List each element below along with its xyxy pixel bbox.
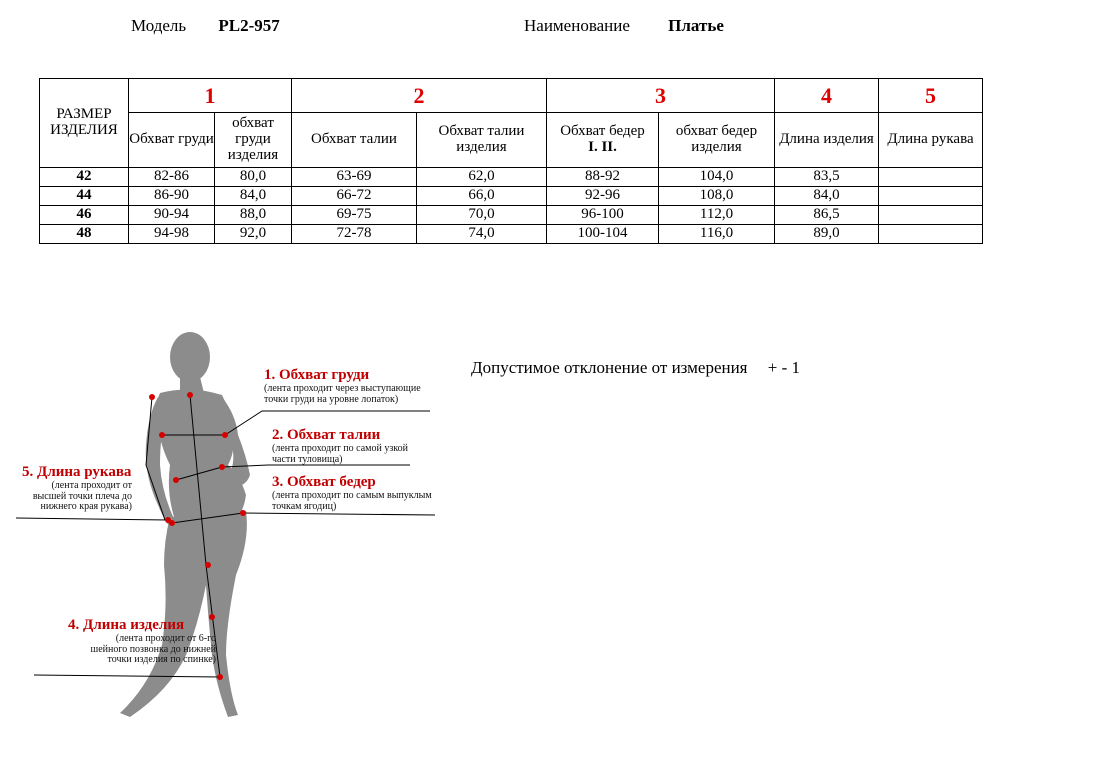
length-pointer bbox=[34, 675, 220, 677]
cell-waist: 66-72 bbox=[292, 187, 417, 206]
annotation-desc: (лента проходит по самым выпуклым bbox=[272, 490, 432, 501]
col-hips-item: обхват бедер изделия bbox=[659, 113, 775, 168]
size-header: РАЗМЕР ИЗДЕЛИЯ bbox=[40, 79, 129, 168]
cell-hips-item: 108,0 bbox=[659, 187, 775, 206]
cell-waist: 72-78 bbox=[292, 225, 417, 244]
cell-hips-item: 116,0 bbox=[659, 225, 775, 244]
col-bust: Обхват груди bbox=[129, 113, 215, 168]
cell-waist: 63-69 bbox=[292, 168, 417, 187]
tolerance-value: + - 1 bbox=[767, 358, 800, 377]
annotation-title: 1. Обхват груди bbox=[264, 367, 370, 383]
waist-pointer bbox=[222, 465, 410, 467]
annotation-desc: (лента проходит по самой узкой bbox=[272, 443, 408, 454]
annotation-title: 4. Длина изделия bbox=[68, 617, 185, 633]
group-5: 5 bbox=[879, 79, 983, 113]
annotation-title: 5. Длина рукава bbox=[22, 464, 132, 480]
cell-hips: 92-96 bbox=[547, 187, 659, 206]
table-row bbox=[40, 168, 983, 187]
annotation-desc: (лента проходит через выступающие bbox=[264, 383, 421, 394]
cell-bust: 94-98 bbox=[129, 225, 215, 244]
cell-bust: 82-86 bbox=[129, 168, 215, 187]
annotation-waist bbox=[272, 427, 408, 465]
group-2: 2 bbox=[292, 79, 547, 113]
name-label: Наименование bbox=[524, 16, 630, 35]
col-sleeve: Длина рукава bbox=[879, 113, 983, 168]
cell-waist-item: 74,0 bbox=[417, 225, 547, 244]
annotation-length bbox=[38, 617, 216, 666]
model-header bbox=[131, 16, 280, 36]
name-header bbox=[524, 16, 724, 36]
cell-sleeve bbox=[879, 225, 983, 244]
row-size: 48 bbox=[40, 225, 129, 244]
annotation-desc: высшей точки плеча до bbox=[32, 490, 132, 502]
col-hips bbox=[547, 113, 659, 168]
cell-bust: 90-94 bbox=[129, 206, 215, 225]
cell-bust-item: 88,0 bbox=[215, 206, 292, 225]
cell-sleeve bbox=[879, 206, 983, 225]
cell-waist: 69-75 bbox=[292, 206, 417, 225]
table-row bbox=[40, 206, 983, 225]
group-4: 4 bbox=[775, 79, 879, 113]
col-length: Длина изделия bbox=[775, 113, 879, 168]
annotation-desc: шейного позвонка до нижней bbox=[90, 643, 216, 655]
model-label: Модель bbox=[131, 16, 187, 35]
hips-pointer bbox=[243, 513, 435, 515]
cell-sleeve bbox=[879, 187, 983, 206]
table-row bbox=[40, 187, 983, 206]
annotation-title: 2. Обхват талии bbox=[272, 427, 381, 443]
row-size: 42 bbox=[40, 168, 129, 187]
cell-length: 86,5 bbox=[775, 206, 879, 225]
cell-hips: 100-104 bbox=[547, 225, 659, 244]
col-bust-item: обхват груди изделия bbox=[215, 113, 292, 168]
row-size: 44 bbox=[40, 187, 129, 206]
row-size: 46 bbox=[40, 206, 129, 225]
cell-length: 83,5 bbox=[775, 168, 879, 187]
size-table bbox=[39, 78, 983, 244]
group-1: 1 bbox=[129, 79, 292, 113]
annotation-sleeve bbox=[20, 464, 132, 513]
tolerance-text: Допустимое отклонение от измерения bbox=[471, 358, 748, 377]
table-row bbox=[40, 225, 983, 244]
cell-sleeve bbox=[879, 168, 983, 187]
annotation-desc: (лента проходит от bbox=[51, 480, 132, 491]
annotation-desc: точкам ягодиц) bbox=[272, 500, 337, 512]
cell-length: 84,0 bbox=[775, 187, 879, 206]
cell-waist-item: 62,0 bbox=[417, 168, 547, 187]
name-value: Платье bbox=[668, 16, 724, 35]
cell-hips: 88-92 bbox=[547, 168, 659, 187]
cell-length: 89,0 bbox=[775, 225, 879, 244]
annotation-bust bbox=[264, 367, 421, 405]
group-3: 3 bbox=[547, 79, 775, 113]
col-hips-sub: I. II. bbox=[588, 139, 617, 155]
model-value: PL2-957 bbox=[218, 16, 280, 35]
annotation-desc: точки изделия по спинке) bbox=[107, 654, 216, 665]
cell-hips-item: 104,0 bbox=[659, 168, 775, 187]
cell-hips-item: 112,0 bbox=[659, 206, 775, 225]
annotation-desc: нижнего края рукава) bbox=[40, 501, 132, 512]
annotation-title: 3. Обхват бедер bbox=[272, 474, 376, 490]
cell-bust-item: 92,0 bbox=[215, 225, 292, 244]
annotation-desc: точки груди на уровне лопаток) bbox=[264, 393, 399, 405]
cell-bust-item: 80,0 bbox=[215, 168, 292, 187]
annotation-desc: части туловища) bbox=[272, 453, 343, 465]
cell-waist-item: 66,0 bbox=[417, 187, 547, 206]
cell-waist-item: 70,0 bbox=[417, 206, 547, 225]
cell-hips: 96-100 bbox=[547, 206, 659, 225]
cell-bust-item: 84,0 bbox=[215, 187, 292, 206]
sleeve-pointer bbox=[16, 518, 168, 520]
annotation-hips bbox=[272, 474, 432, 512]
tolerance-note bbox=[471, 358, 800, 378]
annotation-desc: (лента проходит от 6-го bbox=[115, 633, 216, 644]
col-waist-item: Обхват талии изделия bbox=[417, 113, 547, 168]
cell-bust: 86-90 bbox=[129, 187, 215, 206]
col-hips-label: Обхват бедер bbox=[560, 123, 645, 140]
col-waist: Обхват талии bbox=[292, 113, 417, 168]
